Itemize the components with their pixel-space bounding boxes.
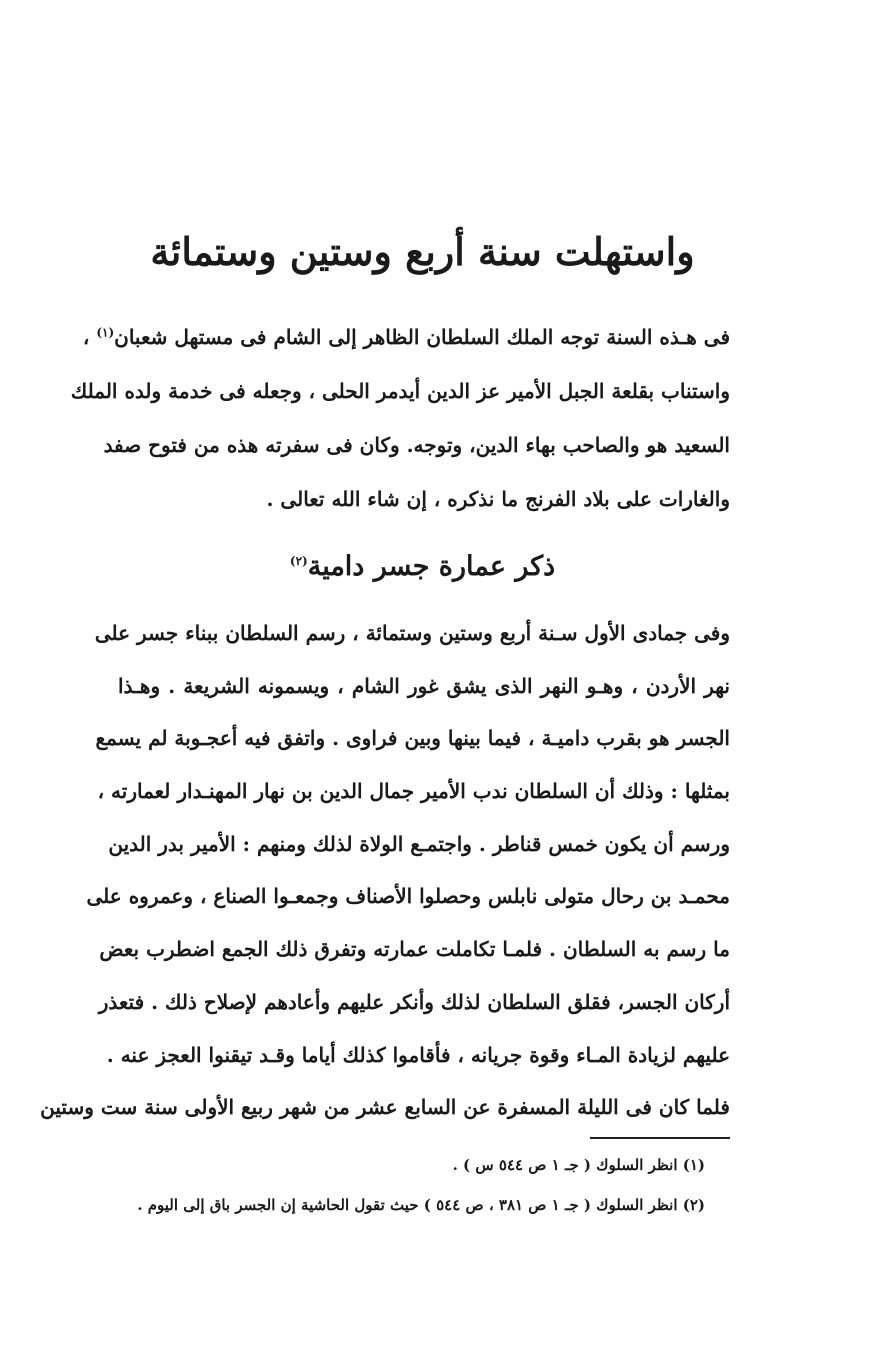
paragraph-line: محمـد بن رحال متولى نابلس وحصلوا الأصناف وجمعـوا الصناع ، وعمروه على (86, 884, 730, 909)
page-title: واستهلت سنة أربع وستين وستمائة (150, 229, 695, 274)
section-heading (120, 543, 725, 591)
paragraph-line: السعيد هو والصاحب بهاء الدين، وتوجه. وكان فى سفرته هذه من فتوح صفد (103, 433, 730, 457)
paragraph-line: بمثلها : وذلك أن السلطان ندب الأمير جمال الدين بن نهار المهنـدار لعمارته ، (97, 779, 730, 804)
footnotes (100, 1145, 705, 1225)
paragraph-line: فلما كان فى الليلة المسفرة عن السابع عشر من شهر ربيع الأولى سنة ست وستين (40, 1095, 730, 1120)
section-footnote-mark: (٢) (289, 554, 308, 568)
paragraph-line: عليهم لزيادة المـاء وقوة جريانه ، فأقاموا كذلك أياما وقـد تيقنوا العجز عنه . (106, 1042, 730, 1067)
paragraph-line: أركان الجسر، فقلق السلطان لذلك وأنكر عليهم وأعادهم لإصلاح ذلك . فتعذر (98, 989, 730, 1014)
paragraph-line: نهر الأردن ، وهـو النهر الذى يشق غور الشام ، ويسمونه الشريعة . وهـذا (118, 673, 730, 698)
bridge-paragraph (40, 607, 730, 1134)
paragraph-line: واستناب بقلعة الجبل الأمير عز الدين أيدمر الحلى ، وجعله فى خدمة ولده الملك (70, 379, 730, 403)
footnote-2: (٢) انظر السلوك ( جـ ١ ص ٣٨١ ، ص ٥٤٤ ) حيث تقول الحاشية إن الجسر باق إلى اليوم . (137, 1196, 705, 1214)
paragraph-line: ما رسم به السلطان . فلمـا تكاملت عمارته وتفرق ذلك الجمع اضطرب بعض (99, 937, 730, 962)
footnote-1: (١) انظر السلوك ( جـ ١ ص ٥٤٤ س ) . (452, 1156, 705, 1174)
paragraph-line: الجسر هو بقرب داميـة ، فيما بينها وبين فراوى . واتفق فيه أعجـوبة لم يسمع (95, 726, 730, 751)
paragraph-line: والغارات على بلاد الفرنج ما نذكره ، إن شاء الله تعالى . (266, 487, 730, 511)
paragraph-line: ورسم أن يكون خمس قناطر . واجتمـع الولاة لذلك ومنهم : الأمير بدر الدين (108, 831, 730, 856)
intro-paragraph (70, 310, 730, 526)
section-heading-text: ذكر عمارة جسر دامية (307, 551, 556, 582)
paragraph-line: وفى جمادى الأول سـنة أربع وستين وستمائة ، رسم السلطان ببناء جسر على (94, 621, 730, 645)
footnote-mark-1: (١) (96, 325, 115, 340)
paragraph-line: فى هـذه السنة توجه الملك السلطان الظاهر إلى الشام فى مستهل شعبان$^{(١)}$ ، (82, 325, 730, 349)
footnote-divider (590, 1137, 730, 1139)
